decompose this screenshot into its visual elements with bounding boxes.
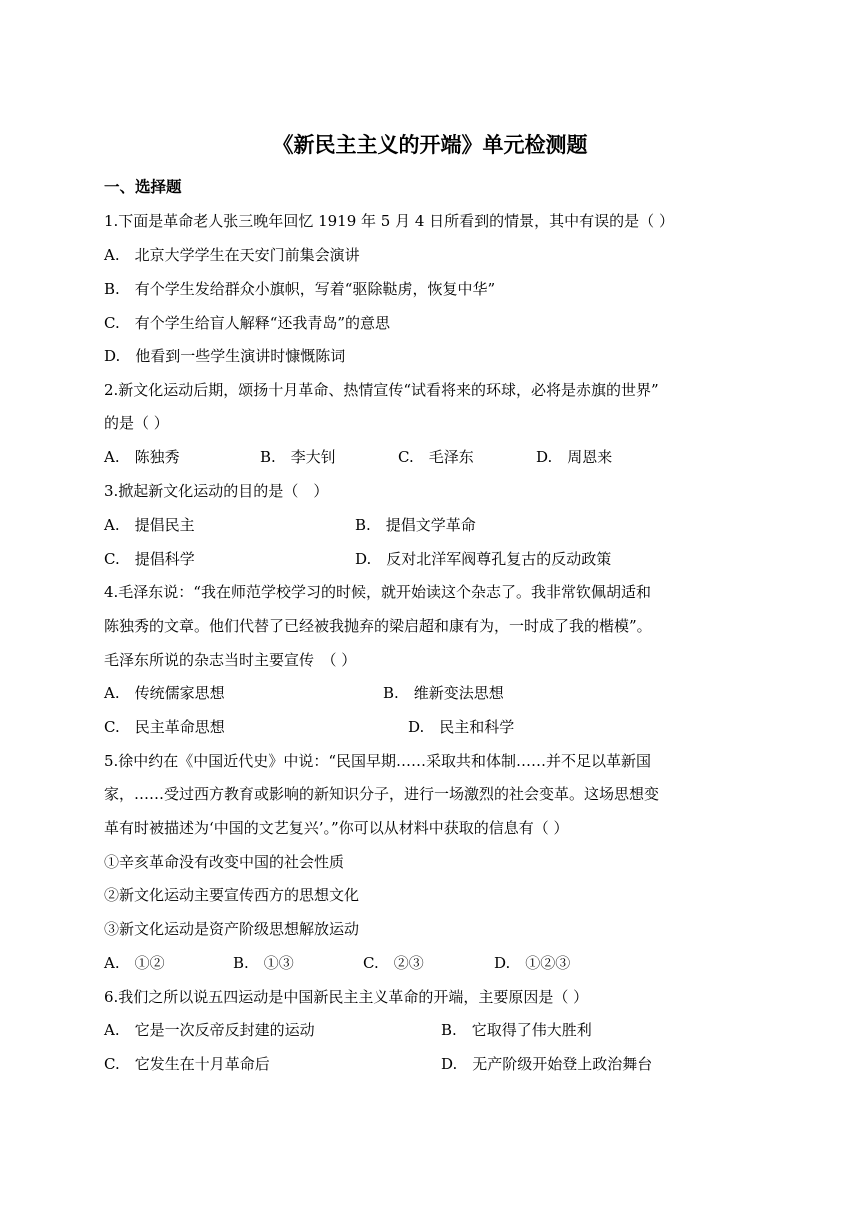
q6-option-b: B. 它取得了伟大胜利 — [441, 1021, 592, 1039]
q4-option-a: A. 传统儒家思想 — [104, 684, 225, 702]
q5-statement-3: ③新文化运动是资产阶级思想解放运动 — [104, 920, 360, 938]
q3-option-b: B. 提倡文学革命 — [355, 516, 476, 534]
q4-option-d: D. 民主和科学 — [408, 718, 515, 736]
q2-option-d: D. 周恩来 — [536, 448, 613, 466]
q3-stem: 3.掀起新文化运动的目的是（ ） — [104, 482, 329, 500]
q2-option-c: C. 毛泽东 — [398, 448, 474, 466]
q2-stem-line2: 的是（ ） — [104, 414, 169, 432]
q1-option-a: A. 北京大学学生在天安门前集会演讲 — [104, 246, 360, 264]
q5-option-b: B. ①③ — [233, 954, 294, 972]
q1-stem: 1.下面是革命老人张三晚年回忆 1919 年 5 月 4 日所看到的情景，其中有误的是（ ） — [104, 212, 674, 230]
q6-option-a: A. 它是一次反帝反封建的运动 — [104, 1021, 315, 1039]
section-heading: 一、选择题 — [104, 178, 182, 196]
q1-option-b: B. 有个学生发给群众小旗帜，写着“驱除鞑虏，恢复中华” — [104, 280, 496, 298]
q2-option-a: A. 陈独秀 — [104, 448, 180, 466]
q3-option-a: A. 提倡民主 — [104, 516, 195, 534]
q5-statement-2: ②新文化运动主要宣传西方的思想文化 — [104, 886, 360, 904]
q5-option-d: D. ①②③ — [494, 954, 571, 972]
q6-option-d: D. 无产阶级开始登上政治舞台 — [441, 1055, 653, 1073]
q6-stem: 6.我们之所以说五四运动是中国新民主主义革命的开端，主要原因是（ ） — [104, 988, 589, 1006]
q3-option-d: D. 反对北洋军阀尊孔复古的反动政策 — [355, 550, 612, 568]
q4-option-c: C. 民主革命思想 — [104, 718, 225, 736]
q5-stem-line3: 革有时被描述为‘中国的文艺复兴’。”你可以从材料中获取的信息有（ ） — [104, 819, 569, 837]
q2-stem-line1: 2.新文化运动后期，颂扬十月革命、热情宣传“试看将来的环球，必将是赤旗的世界” — [104, 381, 659, 399]
q5-option-a: A. ①② — [104, 954, 165, 972]
q1-option-d: D. 他看到一些学生演讲时慷慨陈词 — [104, 347, 346, 365]
q4-stem-line1: 4.毛泽东说：“我在师范学校学习的时候，就开始读这个杂志了。我非常钦佩胡适和 — [104, 583, 651, 601]
q6-option-c: C. 它发生在十月革命后 — [104, 1055, 270, 1073]
q5-statement-1: ①辛亥革命没有改变中国的社会性质 — [104, 853, 345, 871]
q4-stem-line2: 陈独秀的文章。他们代替了已经被我抛弃的梁启超和康有为，一时成了我的楷模”。 — [104, 617, 652, 635]
q5-stem-line2: 家，……受过西方教育或影响的新知识分子，进行一场激烈的社会变革。这场思想变 — [104, 785, 660, 803]
q5-stem-line1: 5.徐中约在《中国近代史》中说：“民国早期……采取共和体制……并不足以革新国 — [104, 752, 651, 770]
q1-option-c: C. 有个学生给盲人解释“还我青岛”的意思 — [104, 314, 391, 332]
q4-stem-line3: 毛泽东所说的杂志当时主要宣传 （ ） — [104, 651, 357, 669]
q5-option-c: C. ②③ — [363, 954, 424, 972]
q4-option-b: B. 维新变法思想 — [383, 684, 504, 702]
q2-option-b: B. 李大钊 — [260, 448, 336, 466]
document-title: 《新民主主义的开端》单元检测题 — [272, 133, 588, 157]
q3-option-c: C. 提倡科学 — [104, 550, 195, 568]
